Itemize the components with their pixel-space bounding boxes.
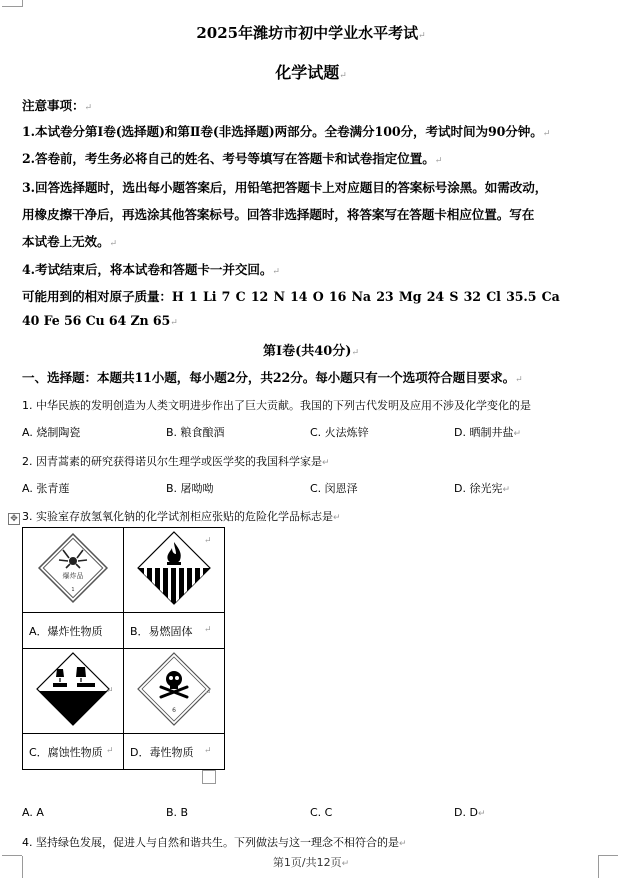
hazard-label-d: D．毒性物质 — [124, 734, 225, 770]
question-2-option-a: A. 张青莲 — [22, 482, 70, 495]
hazard-sign-table — [22, 527, 225, 770]
cell-end-mark-a2: ↵ — [106, 746, 114, 756]
row-end-mark-1: ↵ — [204, 536, 212, 546]
question-2-option-c: C. 闵恩泽 — [310, 482, 358, 495]
cell-end-mark-a1: ↵ — [106, 686, 114, 696]
question-1-stem: 1. 中华民族的发明创造为人类文明进步作出了巨大贡献。我国的下列古代发明及应用不涉及化学变化的是 — [22, 399, 531, 412]
explosive-sign-icon — [33, 528, 113, 608]
atomic-masses-line-2: 40 Fe 56 Cu 64 Zn 65↵ — [22, 313, 178, 328]
question-3-stem: 3. 实验室存放氢氧化钠的化学试剂柜应张贴的危险化学品标志是↵ — [22, 510, 341, 523]
hazard-label-c: C．腐蚀性物质 — [23, 734, 124, 770]
question-2-option-b: B. 屠呦呦 — [166, 482, 214, 495]
question-1-option-c: C. 火法炼锌 — [310, 426, 369, 439]
question-3-option-b: B. B — [166, 806, 189, 819]
svg-text:1: 1 — [71, 587, 75, 593]
note-item-3-line-1: 3.回答选择题时，选出每小题答案后，用铅笔把答题卡上对应题目的答案标号涂黑。如需改动， — [22, 180, 548, 195]
note-item-2: 2.答卷前，考生务必将自己的姓名、考号等填写在答题卡和试卷指定位置。↵ — [22, 151, 443, 166]
question-3-option-c: C. C — [310, 806, 333, 819]
note-item-4: 4.考试结束后，将本试卷和答题卡一并交回。↵ — [22, 262, 280, 277]
note-item-3-line-3: 本试卷上无效。↵ — [22, 234, 117, 249]
question-3-option-a: A. A — [22, 806, 44, 819]
toxic-sign-icon — [134, 649, 214, 729]
table-move-handle-icon[interactable]: ✥ — [8, 513, 20, 525]
atomic-masses-line-1: 可能用到的相对原子质量：H 1 Li 7 C 12 N 14 O 16 Na 23 Mg 24 S 32 Cl 35.5 Ca — [22, 289, 560, 304]
row-end-mark-4: ↵ — [204, 746, 212, 756]
table-resize-handle[interactable] — [202, 770, 216, 784]
hazard-label-a: A．爆炸性物质 — [23, 613, 124, 649]
hazard-label-b: B．易燃固体 — [124, 613, 225, 649]
corrosive-sign-icon — [33, 649, 113, 729]
question-2-stem: 2. 因青蒿素的研究获得诺贝尔生理学或医学奖的我国科学家是↵ — [22, 455, 330, 468]
note-item-3-line-2: 用橡皮擦干净后，再选涂其他答案标号。回答非选择题时，将答案写在答题卡相应位置。写在 — [22, 207, 535, 222]
question-4-stem: 4. 坚持绿色发展，促进人与自然和谐共生。下列做法与这一理念不相符合的是↵ — [22, 836, 407, 849]
question-1-option-d: D. 晒制井盐↵ — [454, 426, 522, 439]
crop-mark-top-left — [2, 0, 23, 7]
section-instruction: 一、选择题：本题共11小题，每小题2分，共22分。每小题只有一个选项符合题目要求。↵ — [22, 370, 523, 385]
section-title: 第Ⅰ卷(共40分)↵ — [262, 344, 360, 359]
question-1-option-a: A. 烧制陶瓷 — [22, 426, 81, 439]
svg-text:爆炸品: 爆炸品 — [62, 572, 84, 580]
question-1-option-b: B. 粮食酿酒 — [166, 426, 225, 439]
question-3-option-d: D. D↵ — [454, 806, 486, 819]
svg-text:6: 6 — [172, 707, 176, 714]
row-end-mark-3: ↵ — [204, 688, 212, 698]
row-end-mark-2: ↵ — [204, 625, 212, 635]
note-item-1: 1.本试卷分第Ⅰ卷(选择题)和第Ⅱ卷(非选择题)两部分。全卷满分100分，考试时间为90分钟。↵ — [22, 124, 551, 139]
exam-subtitle: 化学试题↵ — [275, 63, 347, 82]
exam-title: 2025年潍坊市初中学业水平考试↵ — [196, 24, 426, 42]
page-number: 第1页/共12页↵ — [272, 856, 350, 869]
question-2-option-d: D. 徐光宪↵ — [454, 482, 511, 495]
hazard-cell-a — [23, 528, 124, 613]
flammable-solid-sign-icon — [134, 528, 214, 608]
notes-heading: 注意事项：↵ — [22, 98, 92, 113]
